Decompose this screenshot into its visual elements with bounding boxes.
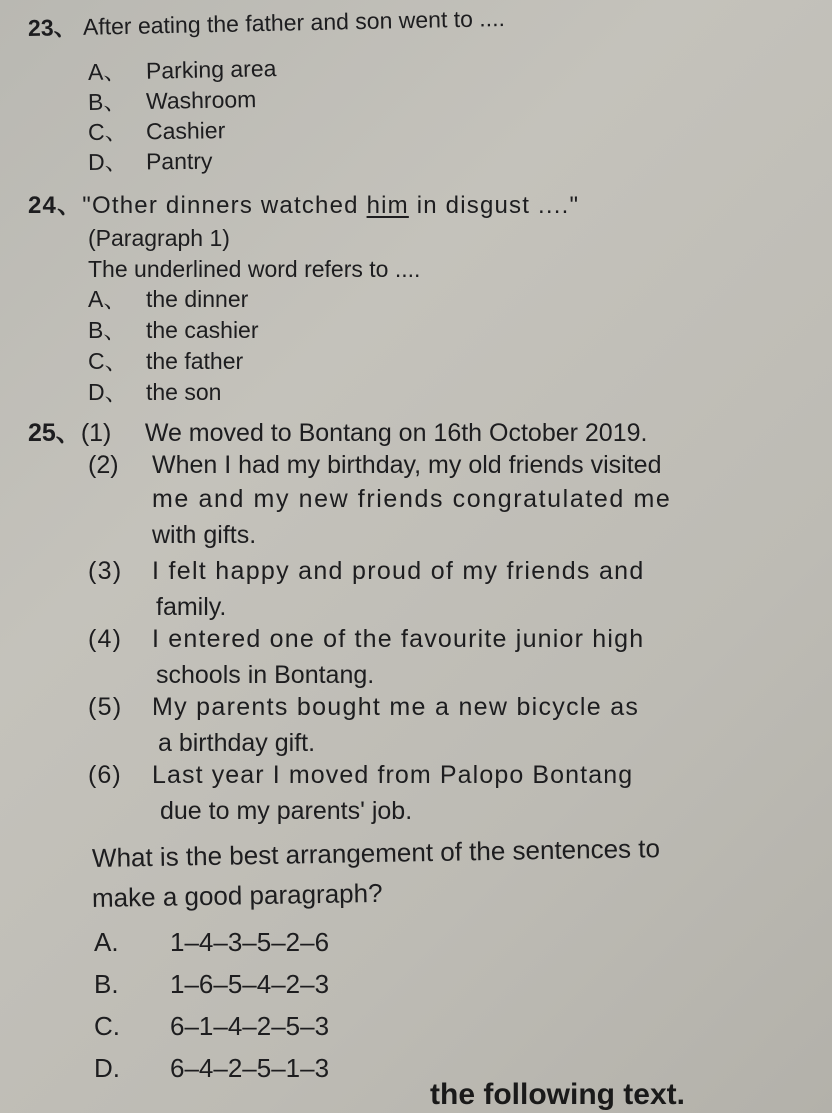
underlined-word: him	[366, 192, 409, 219]
q25-sentence-2-line-2: me and my new friends congratulated me	[152, 485, 672, 513]
q25-sentence-3: (3) I felt happy and proud of my friends and	[88, 557, 645, 585]
q25-sentence-2-line-3: with gifts.	[152, 521, 257, 549]
q24-quote: 24、"Other dinners watched him in disgust ...."	[28, 192, 580, 219]
q25-number: 25、	[28, 419, 81, 447]
q23-option-d: D、 Pantry	[87, 147, 213, 175]
q25-sentence-2: (2) When I had my birthday, my old friends visited	[88, 451, 662, 479]
q25-sentence-5-line-2: a birthday gift.	[158, 729, 316, 757]
q24-option-a: A、 the dinner	[88, 286, 249, 312]
q25-sentence-6: (6) Last year I moved from Palopo Bontang	[88, 761, 634, 789]
q25-option-c: C. 6–1–4–2–5–3	[94, 1011, 330, 1041]
q24-option-d: D、 the son	[88, 379, 222, 405]
q23-stem-text: After eating the father and son went to ....	[82, 5, 506, 40]
q25-sentence-5: (5) My parents bought me a new bicycle as	[88, 693, 640, 721]
q24-number: 24、	[28, 192, 83, 219]
q25-sentence-1: 25、(1) We moved to Bontang on 16th October 2019.	[28, 419, 648, 447]
q24-prompt: The underlined word refers to ....	[88, 256, 421, 282]
q24-option-b: B、 the cashier	[88, 317, 259, 343]
q24-option-c: C、 the father	[88, 348, 244, 374]
q25-option-b: B. 1–6–5–4–2–3	[94, 969, 330, 999]
footer-text: the following text.	[430, 1078, 685, 1111]
q25-sentence-4-line-2: schools in Bontang.	[156, 661, 375, 689]
q23-option-c: C、 Cashier	[87, 117, 226, 145]
q25-question-line-2: make a good paragraph?	[91, 877, 383, 913]
q24-source: (Paragraph 1)	[88, 225, 230, 251]
q23-number: 23、	[27, 13, 77, 41]
q25-option-a: A. 1–4–3–5–2–6	[94, 927, 330, 957]
q23-option-b: B、 Washroom	[87, 86, 257, 115]
q25-sentence-4: (4) I entered one of the favourite junior high	[88, 625, 645, 653]
q23-option-a: A、 Parking area	[87, 55, 277, 85]
q25-sentence-6-line-2: due to my parents' job.	[160, 797, 413, 825]
q23-stem	[28, 4, 505, 42]
q25-sentence-3-line-2: family.	[156, 593, 227, 621]
q25-option-d: D. 6–4–2–5–1–3	[94, 1053, 330, 1083]
q25-question-line-1: What is the best arrangement of the sentences to	[91, 833, 661, 873]
